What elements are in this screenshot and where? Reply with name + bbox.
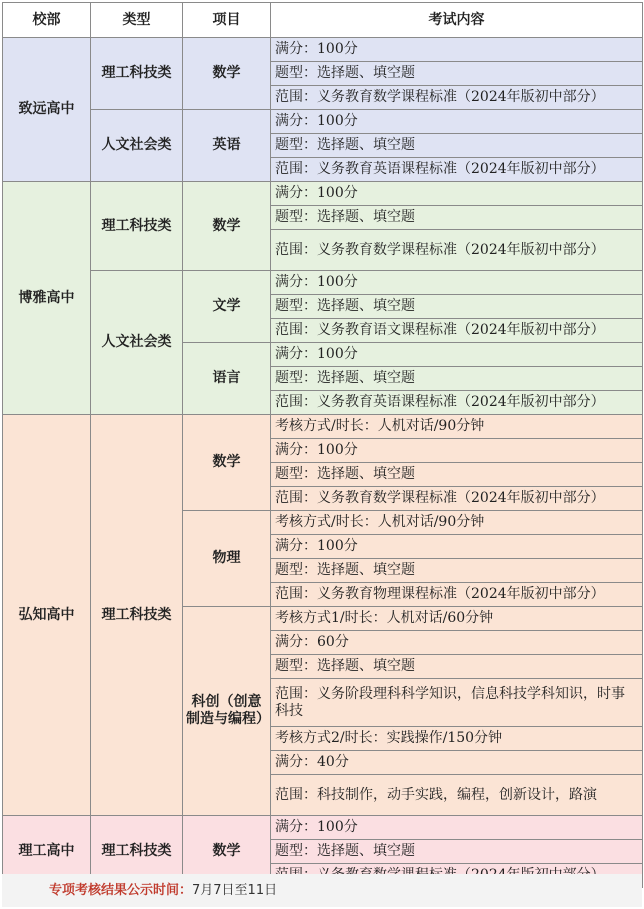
content-cell: 满分：100分 [271,816,643,840]
type-cell: 理工科技类 [91,415,183,816]
school-ligong: 理工高中 [3,816,91,888]
content-cell: 范围：义务教育数学课程标准（2024年版初中部分） [271,487,643,511]
item-cell: 文学 [183,271,271,343]
type-cell: 理工科技类 [91,182,183,271]
item-cell: 数学 [183,816,271,888]
type-cell: 理工科技类 [91,38,183,110]
item-cell: 数学 [183,415,271,511]
content-cell: 考核方式/时长：人机对话/90分钟 [271,415,643,439]
publish-time-value: 7月7日至11日 [192,883,278,898]
item-cell: 科创（创意制造与编程） [183,607,271,816]
content-cell: 题型：选择题、填空题 [271,840,643,864]
header-type: 类型 [91,3,183,38]
header-content: 考试内容 [271,3,643,38]
content-cell: 题型：选择题、填空题 [271,655,643,679]
content-cell: 满分：60分 [271,631,643,655]
content-cell: 满分：100分 [271,110,643,134]
content-cell: 题型：选择题、填空题 [271,367,643,391]
content-cell: 题型：选择题、填空题 [271,62,643,86]
content-cell: 满分：100分 [271,271,643,295]
item-cell: 语言 [183,343,271,415]
item-cell: 物理 [183,511,271,607]
content-cell: 范围：科技制作，动手实践，编程，创新设计，路演 [271,775,643,816]
content-cell: 题型：选择题、填空题 [271,134,643,158]
content-cell: 题型：选择题、填空题 [271,295,643,319]
content-cell: 范围：义务教育数学课程标准（2024年版初中部分） [271,230,643,271]
content-cell: 范围：义务教育语文课程标准（2024年版初中部分） [271,319,643,343]
content-cell: 范围：义务阶段理科科学知识，信息科技学科知识，时事科技 [271,679,643,727]
content-cell: 范围：义务教育数学课程标准（2024年版初中部分） [271,86,643,110]
exam-table [2,2,643,888]
publish-time-note [2,874,642,907]
content-cell: 满分：100分 [271,535,643,559]
content-cell: 考核方式1/时长：人机对话/60分钟 [271,607,643,631]
content-cell: 题型：选择题、填空题 [271,559,643,583]
item-cell: 数学 [183,38,271,110]
content-cell: 范围：义务教育物理课程标准（2024年版初中部分） [271,583,643,607]
item-cell: 数学 [183,182,271,271]
header-item: 项目 [183,3,271,38]
content-cell: 满分：100分 [271,182,643,206]
content-cell: 范围：义务教育英语课程标准（2024年版初中部分） [271,158,643,182]
content-cell: 范围：义务教育英语课程标准（2024年版初中部分） [271,391,643,415]
content-cell: 题型：选择题、填空题 [271,463,643,487]
type-cell: 人文社会类 [91,110,183,182]
content-cell: 考核方式/时长：人机对话/90分钟 [271,511,643,535]
type-cell: 理工科技类 [91,816,183,888]
content-cell: 题型：选择题、填空题 [271,206,643,230]
school-boya: 博雅高中 [3,182,91,415]
content-cell: 满分：40分 [271,751,643,775]
content-cell: 满分：100分 [271,439,643,463]
publish-time-label: 专项考核结果公示时间： [49,883,193,898]
header-school: 校部 [3,3,91,38]
type-cell: 人文社会类 [91,271,183,415]
school-hongzhi: 弘知高中 [3,415,91,816]
content-cell: 满分：100分 [271,343,643,367]
content-cell: 满分：100分 [271,38,643,62]
school-zhiyuan: 致远高中 [3,38,91,182]
content-cell: 考核方式2/时长：实践操作/150分钟 [271,727,643,751]
item-cell: 英语 [183,110,271,182]
